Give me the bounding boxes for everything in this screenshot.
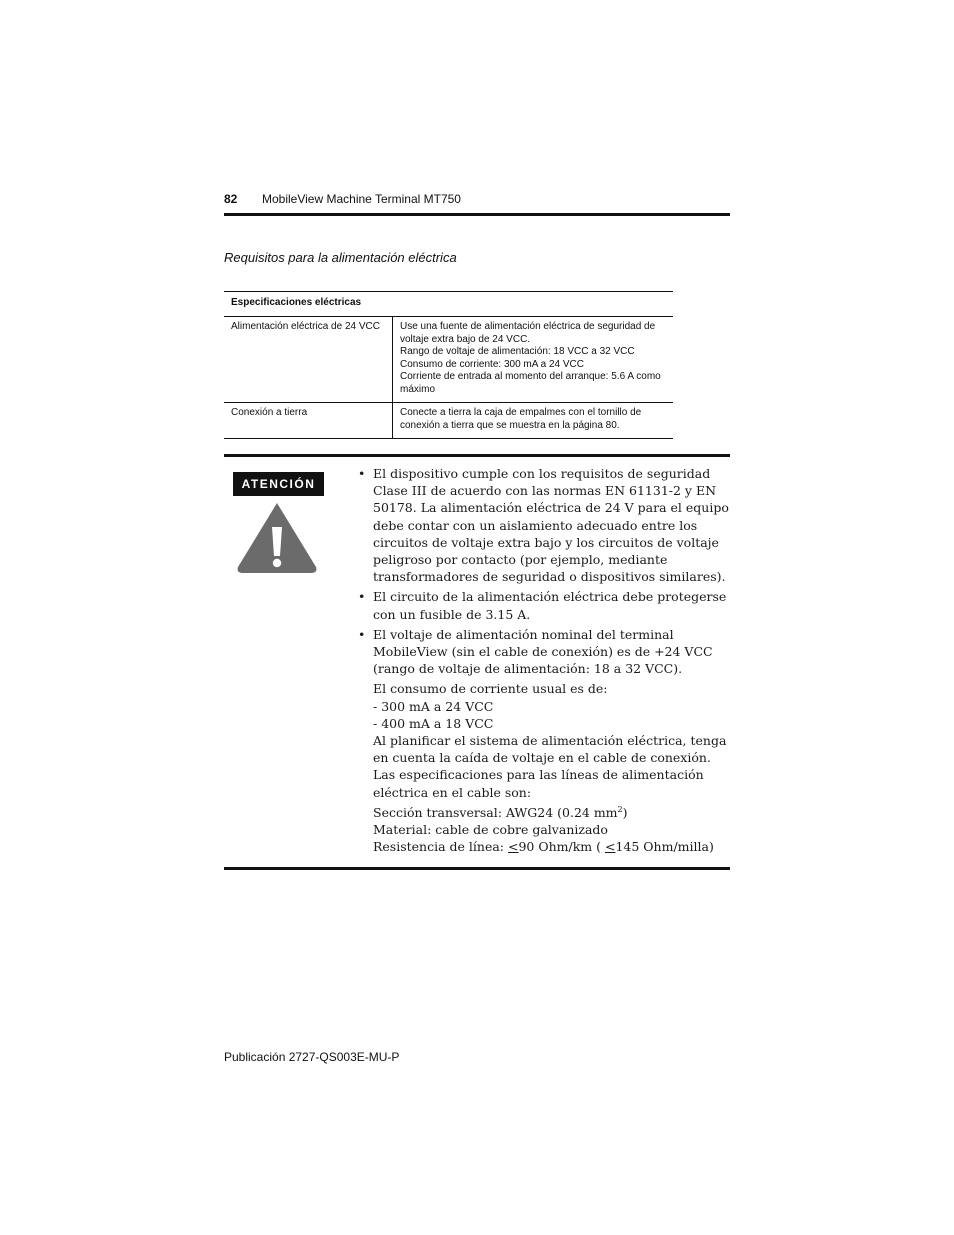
row-label: Alimentación eléctrica de 24 VCC xyxy=(224,317,393,403)
cable-intro: Las especificaciones para las líneas de alimentación eléctrica en el cable son: xyxy=(373,767,704,800)
consumption-block xyxy=(357,680,729,732)
attention-text xyxy=(357,465,729,855)
less-equal-symbol: < xyxy=(604,839,616,855)
bullet-text: El circuito de la alimentación eléctrica debe protegerse con un fusible de 3.15 A. xyxy=(373,589,727,622)
list-item xyxy=(357,626,729,678)
value-line: Corriente de entrada al momento del arranque: 5.6 A como xyxy=(400,371,661,382)
consumption-item: - 300 mA a 24 VCC xyxy=(373,698,494,714)
row-value xyxy=(393,317,674,403)
planning-note: Al planificar el sistema de alimentación eléctrica, tenga en cuenta la caída de voltaje en el cable de conexión. xyxy=(373,733,727,766)
value-line: conexión a tierra que se muestra en la página 80. xyxy=(400,419,620,431)
superscript: 2 xyxy=(617,804,623,814)
table-row xyxy=(224,317,673,403)
bullet-text: El dispositivo cumple con los requisitos de seguridad Clase III de acuerdo con las normas EN 61131-2 y EN 50178. La alimentación eléctrica de 24 V para el equipo debe contar con un aislamiento adecuado entre los circuitos de voltaje extra bajo y los circuitos de voltaje peligroso por contacto (por ejemplo, mediante transformadores de seguridad o dispositivos similares). xyxy=(373,466,729,585)
value-line: Rango de voltaje de alimentación: 18 VCC a 32 VCC xyxy=(400,346,635,357)
bullet-icon: • xyxy=(358,626,366,642)
resistance-prefix: Resistencia de línea: xyxy=(373,839,508,855)
attention-top-rule xyxy=(224,454,730,457)
value-line: máximo xyxy=(400,383,436,395)
electrical-specs-table xyxy=(224,291,673,439)
line-resistance xyxy=(373,838,729,855)
row-value xyxy=(393,403,674,439)
value-line: Consumo de corriente: 300 mA a 24 VCC xyxy=(400,358,584,370)
table-heading: Especificaciones eléctricas xyxy=(224,292,673,317)
attention-bottom-rule xyxy=(224,867,730,870)
table-row xyxy=(224,403,673,439)
page-number: 82 xyxy=(224,192,238,206)
document-title: MobileView Machine Terminal MT750 xyxy=(262,192,461,206)
resistance-imperial: 145 Ohm/milla) xyxy=(615,839,714,855)
bullet-icon: • xyxy=(358,589,366,605)
list-item xyxy=(357,588,729,622)
bullet-text: El voltaje de alimentación nominal del terminal MobileView (sin el cable de conexión) es de +24 VCC (rango de voltaje de alimentación: 18 a 32 VCC). xyxy=(373,626,713,677)
list-item xyxy=(357,465,729,585)
bullet-icon: • xyxy=(358,466,366,481)
cable-specs xyxy=(357,804,729,856)
warning-triangle-icon xyxy=(236,501,318,575)
value-line: Conecte a tierra la caja de empalmes con el tornillo de xyxy=(400,407,642,418)
attention-badge: ATENCIÓN xyxy=(233,472,324,496)
publication-footer: Publicación 2727-QS003E-MU-P xyxy=(224,1050,400,1064)
material: Material: cable de cobre galvanizado xyxy=(373,822,608,838)
cross-section xyxy=(373,804,729,821)
planning-block xyxy=(357,732,729,801)
consumption-item: - 400 mA a 18 VCC xyxy=(373,715,494,731)
less-equal-symbol: < xyxy=(508,839,519,855)
header-rule xyxy=(224,213,730,216)
section-title: Requisitos para la alimentación eléctrica xyxy=(224,250,457,265)
cross-section-close: ) xyxy=(622,804,628,820)
value-line: voltaje extra bajo de 24 VCC. xyxy=(400,333,531,345)
resistance-metric: 90 Ohm/km ( xyxy=(518,839,605,855)
value-line: Use una fuente de alimentación eléctrica de seguridad de xyxy=(400,321,656,332)
consumption-intro: El consumo de corriente usual es de: xyxy=(373,681,608,697)
row-label: Conexión a tierra xyxy=(224,403,393,439)
cross-section-text: Sección transversal: AWG24 (0.24 mm xyxy=(373,804,618,820)
